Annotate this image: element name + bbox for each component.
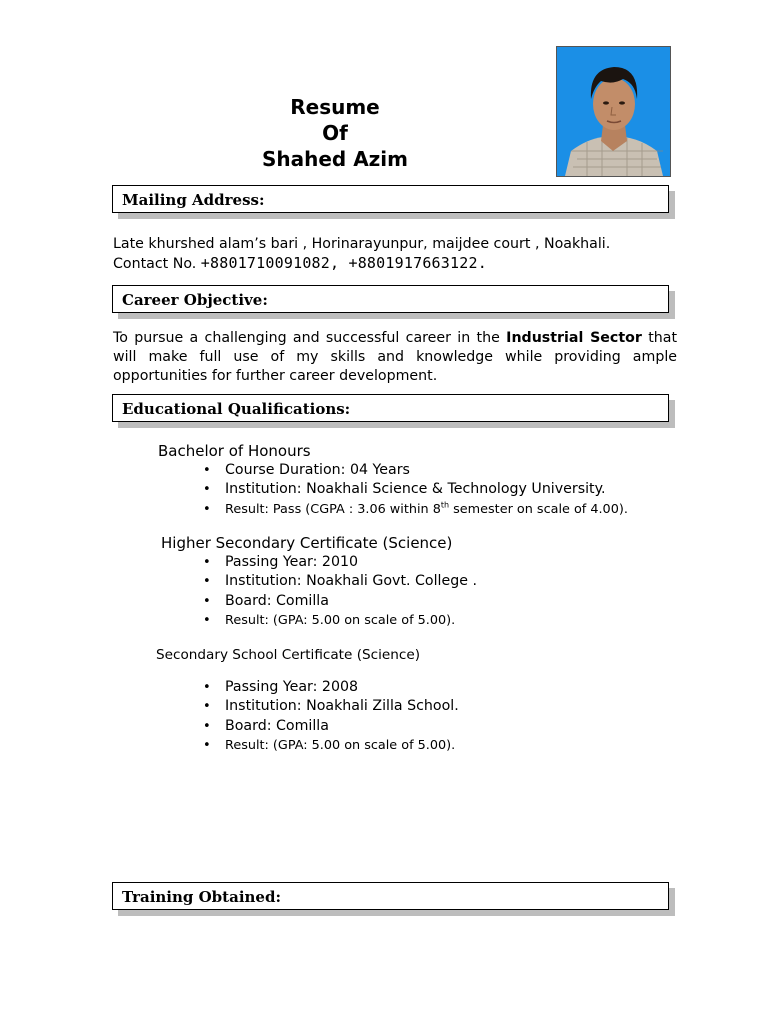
result-text: Result: (GPA: 5.00 on scale of 5.00). (225, 613, 456, 629)
degree-title-ssc: Secondary School Certificate (Science) (156, 647, 420, 663)
person-photo-icon (557, 47, 670, 176)
address-line: Late khurshed alam’s bari , Horinarayunpur, maijdee court , Noakhali. (113, 236, 611, 252)
career-objective-text (113, 329, 677, 386)
resume-title: Resume (290, 95, 380, 119)
list-item (225, 611, 477, 630)
section-heading-education: Educational Qualifications: (112, 394, 669, 422)
candidate-name: Shahed Azim (261, 147, 409, 171)
contact-numbers: +8801710091082, +8801917663122. (200, 254, 487, 272)
section-heading-training: Training Obtained: (112, 882, 669, 910)
contact-line (113, 254, 677, 274)
result-text: Result: Pass (CGPA : 3.06 within 8 (225, 501, 441, 517)
list-item: • Board: Comilla (225, 592, 477, 611)
result-superscript: th (440, 500, 450, 510)
objective-text-end: that will make full use of my skills and knowledge while providing ample opportunities for further career development. (113, 330, 678, 384)
mailing-address-block (113, 235, 677, 274)
profile-photo (556, 46, 671, 177)
result-text: Result: (GPA: 5.00 on scale of 5.00). (225, 738, 456, 754)
objective-text-start: To pursue a challenging and successful career in the (113, 330, 507, 346)
list-item: • Institution: Noakhali Science & Technology University. (225, 480, 628, 499)
degree-title-hsc: Higher Secondary Certificate (Science) (161, 534, 453, 552)
section-heading-career-objective: Career Objective: (112, 285, 669, 313)
contact-label: Contact No. (113, 256, 201, 272)
objective-highlight: Industrial Sector (506, 330, 642, 346)
list-item: • Board: Comilla (225, 717, 459, 736)
section-heading-mailing-address: Mailing Address: (112, 185, 669, 213)
list-item: • Passing Year: 2008 (225, 678, 459, 697)
hsc-details (225, 553, 477, 631)
list-item: • Institution: Noakhali Zilla School. (225, 697, 459, 716)
bachelor-details (225, 461, 628, 519)
list-item: • Course Duration: 04 Years (225, 461, 628, 480)
resume-title-of: Of (322, 121, 348, 145)
list-item: • Institution: Noakhali Govt. College . (225, 572, 477, 591)
list-item: • Passing Year: 2010 (225, 553, 477, 572)
list-item (225, 736, 459, 755)
result-text-end: semester on scale of 4.00). (449, 501, 628, 517)
list-item (225, 500, 628, 519)
degree-title-bachelor: Bachelor of Honours (158, 442, 311, 460)
ssc-details (225, 678, 459, 756)
